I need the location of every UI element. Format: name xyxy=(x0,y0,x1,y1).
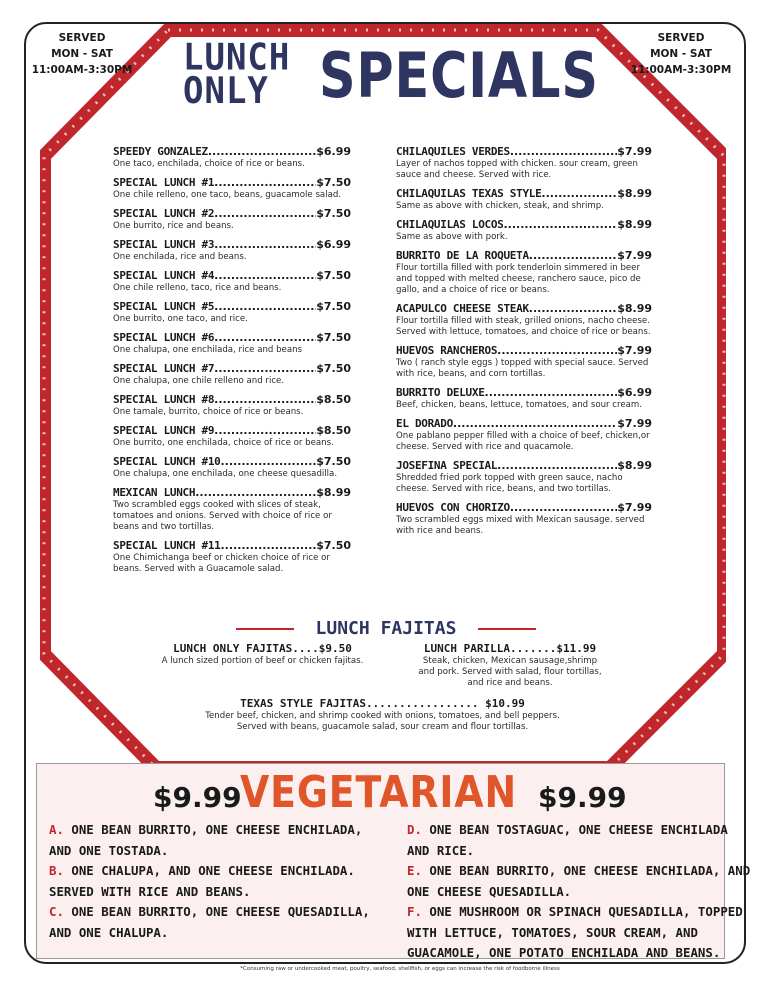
menu-item-header xyxy=(113,269,351,283)
menu-item-name: SPEEDY GONZALEZ xyxy=(113,145,208,158)
dot-leader xyxy=(220,455,316,469)
option-letter: E. xyxy=(407,863,422,878)
menu-item-name: SPECIAL LUNCH #3 xyxy=(113,238,215,251)
dot-leader xyxy=(214,393,316,407)
vegetarian-price-right: $9.99 xyxy=(538,781,627,814)
menu-item-price: $7.50 xyxy=(316,207,351,220)
menu-item xyxy=(396,249,652,296)
menu-item-name: HUEVOS RANCHEROS xyxy=(396,344,498,357)
menu-item-header xyxy=(113,424,351,438)
option-letter: F. xyxy=(407,904,422,919)
vegetarian-option-line xyxy=(407,943,719,964)
served-time: 11:00AM-3:30PM xyxy=(630,64,732,76)
menu-item-desc: One burrito, rice and beans. xyxy=(113,221,234,231)
menu-item xyxy=(396,344,652,380)
menu-item-header xyxy=(113,455,351,469)
texas-style-fajitas: TEXAS STYLE FAJITAS................. $10.99 Tender beef, chicken, and shrimp cooked with onions, tomatoes, and bell peppers. Served with beans, guacamole salad, sour cream and flour tortillas. xyxy=(170,697,595,733)
menu-item-header xyxy=(396,417,652,431)
menu-item-header xyxy=(396,187,652,201)
served-days: MON - SAT xyxy=(650,48,712,60)
menu-item xyxy=(113,300,351,325)
menu-item-desc: Beef, chicken, beans, lettuce, tomatoes, and sour cream. xyxy=(396,400,643,410)
option-letter: B. xyxy=(49,863,64,878)
served-hours-right xyxy=(621,30,741,78)
vegetarian-option-line xyxy=(49,861,389,882)
vegetarian-options-right xyxy=(407,820,751,964)
option-text: ONE BEAN BURRITO, ONE CHEESE QUESADILLA, xyxy=(63,904,370,919)
menu-item xyxy=(113,424,351,449)
menu-item-desc: Same as above with chicken, steak, and shrimp. xyxy=(396,201,604,211)
menu-item-name: ACAPULCO CHEESE STEAK xyxy=(396,302,529,315)
menu-item-name: SPECIAL LUNCH #7 xyxy=(113,362,215,375)
option-text: AND ONE TOSTADA. xyxy=(49,842,169,858)
dot-leader xyxy=(214,207,316,221)
menu-item-desc: Two scrambled eggs mixed with Mexican sausage. served with rice and beans. xyxy=(396,515,645,536)
served-time: 11:00AM-3:30PM xyxy=(31,64,133,76)
vegetarian-option-line xyxy=(49,902,389,923)
option-text: ONE CHEESE QUESADILLA. xyxy=(407,883,572,899)
menu-item-price: $8.50 xyxy=(316,424,351,437)
right-menu-column xyxy=(396,145,652,543)
menu-item-header xyxy=(396,501,652,515)
menu-item xyxy=(396,145,652,181)
dot-leader xyxy=(510,501,617,515)
menu-item-price: $8.99 xyxy=(316,486,351,499)
menu-item-name: SPECIAL LUNCH #2 xyxy=(113,207,215,220)
vegetarian-option-line xyxy=(407,882,719,903)
menu-item-name: JOSEFINA SPECIAL xyxy=(396,459,498,472)
menu-item-price: $7.50 xyxy=(316,176,351,189)
menu-item-desc: One burrito, one enchilada, choice of rice or beans. xyxy=(113,438,334,448)
option-text: ONE MUSHROOM OR SPINACH QUESADILLA, TOPPED xyxy=(421,904,743,919)
menu-item-price: $8.99 xyxy=(617,218,652,231)
menu-item-header xyxy=(113,176,351,190)
menu-item xyxy=(113,486,351,533)
menu-item-price: $7.50 xyxy=(316,269,351,282)
menu-item xyxy=(113,238,351,263)
dot-leader xyxy=(214,176,316,190)
option-text: AND RICE. xyxy=(407,842,475,858)
menu-item-name: HUEVOS CON CHORIZO xyxy=(396,501,510,514)
dot-leader xyxy=(214,331,316,345)
menu-item xyxy=(113,393,351,418)
menu-item-desc: Flour tortilla filled with pork tenderloin simmered in beer and topped with melted cheese, ranchero sauce, pico de gallo, and a choice of rice or beans. xyxy=(396,263,641,295)
menu-item-header xyxy=(113,300,351,314)
menu-item-name: SPECIAL LUNCH #8 xyxy=(113,393,215,406)
menu-item-desc: Two ( ranch style eggs ) topped with special sauce. Served with rice, beans, and corn tortillas. xyxy=(396,358,649,379)
menu-item xyxy=(396,386,652,411)
menu-item xyxy=(113,176,351,201)
option-letter: D. xyxy=(407,822,422,837)
option-text: ONE BEAN BURRITO, ONE CHEESE ENCHILADA, xyxy=(63,822,363,837)
lunch-only-fajitas xyxy=(140,642,385,667)
menu-item-header xyxy=(113,486,351,500)
menu-item xyxy=(113,207,351,232)
menu-item-price: $6.99 xyxy=(316,145,351,158)
option-text: ONE CHALUPA, AND ONE CHEESE ENCHILADA. xyxy=(63,863,355,878)
option-text: ONE BEAN TOSTAGUAC, ONE CHEESE ENCHILADA xyxy=(421,822,728,837)
option-text: ONE BEAN BURRITO, ONE CHEESE ENCHILADA, AND xyxy=(421,863,751,878)
menu-item xyxy=(113,362,351,387)
menu-item-price: $6.99 xyxy=(316,238,351,251)
menu-item-name: BURRITO DELUXE xyxy=(396,386,485,399)
menu-item-name: LUNCH PARILLA.......$11.99 xyxy=(423,642,597,655)
menu-item-desc: One pablano pepper filled with a choice of beef, chicken,or cheese. Served with rice and quacamole. xyxy=(396,431,650,452)
menu-item-header xyxy=(396,344,652,358)
menu-item xyxy=(396,459,652,495)
dot-leader xyxy=(195,486,316,500)
menu-item xyxy=(396,218,652,243)
dot-leader xyxy=(485,386,618,400)
vegetarian-option-line xyxy=(407,923,719,944)
menu-item-price: $7.50 xyxy=(316,300,351,313)
dot-leader xyxy=(220,539,316,553)
menu-item-desc: Layer of nachos topped with chicken. sour cream, green sauce and cheese. Served with rice. xyxy=(396,159,638,180)
menu-item-desc: A lunch sized portion of beef or chicken fajitas. xyxy=(161,656,364,666)
menu-item-desc: Same as above with pork. xyxy=(396,232,508,242)
dot-leader xyxy=(503,218,617,232)
dot-leader xyxy=(529,302,617,316)
option-text: WITH LETTUCE, TOMATOES, SOUR CREAM, AND xyxy=(407,924,698,940)
menu-item-name: SPECIAL LUNCH #4 xyxy=(113,269,215,282)
menu-item-price: $7.99 xyxy=(617,417,652,430)
menu-item-header xyxy=(396,218,652,232)
left-menu-column xyxy=(113,145,351,581)
dot-leader xyxy=(214,362,316,376)
menu-item xyxy=(113,455,351,480)
vegetarian-options-left xyxy=(49,820,389,943)
menu-item-desc: One chalupa, one enchilada, rice and beans xyxy=(113,345,303,355)
menu-item-price: $8.99 xyxy=(617,302,652,315)
option-text: SERVED WITH RICE AND BEANS. xyxy=(49,883,251,899)
menu-item-price: $8.50 xyxy=(316,393,351,406)
menu-item xyxy=(396,302,652,338)
page-title xyxy=(183,36,599,116)
dot-leader xyxy=(541,187,617,201)
menu-item-name: TEXAS STYLE FAJITAS................. $10.99 xyxy=(240,697,525,710)
served-label: SERVED xyxy=(657,32,705,44)
vegetarian-option-line xyxy=(407,841,719,862)
menu-item-name: SPECIAL LUNCH #11 xyxy=(113,539,221,552)
menu-item-price: $8.99 xyxy=(617,187,652,200)
vegetarian-option-line xyxy=(49,882,389,903)
vegetarian-option-line xyxy=(407,861,751,882)
title-lunch-only: LUNCH ONLY xyxy=(183,36,291,113)
dot-leader xyxy=(497,459,617,473)
menu-item-header xyxy=(396,302,652,316)
dot-leader xyxy=(510,145,617,159)
food-safety-footnote: *Consuming raw or undercooked meat, poultry, seafood, shellfish, or eggs can increase the risk of foodborne illness xyxy=(240,966,560,972)
menu-item-desc: One enchilada, rice and beans. xyxy=(113,252,247,262)
lunch-parilla: LUNCH PARILLA.......$11.99 Steak, chicken, Mexican sausage,shrimp and pork. Served with salad, flour tortillas, and rice and beans. xyxy=(390,642,630,689)
menu-item-header xyxy=(396,459,652,473)
title-specials: SPECIALS xyxy=(319,39,599,112)
dot-leader xyxy=(214,300,316,314)
menu-item-desc: One chalupa, one enchilada, one cheese quesadilla. xyxy=(113,469,338,479)
menu-item-header xyxy=(113,238,351,252)
menu-item-price: $7.50 xyxy=(316,539,351,552)
vegetarian-option-line xyxy=(407,820,728,841)
heading-rule-right xyxy=(478,628,536,630)
menu-item-name: CHILAQUILAS LOCOS xyxy=(396,218,504,231)
menu-item xyxy=(396,187,652,212)
menu-item-header xyxy=(113,331,351,345)
menu-item xyxy=(113,145,351,170)
dot-leader xyxy=(214,238,316,252)
menu-item-price: $7.99 xyxy=(617,145,652,158)
dot-leader xyxy=(214,269,316,283)
menu-item xyxy=(396,417,652,453)
menu-item-header xyxy=(396,249,652,263)
menu-item-name: BURRITO DE LA ROQUETA xyxy=(396,249,529,262)
menu-item-desc: One Chimichanga beef or chicken choice of rice or beans. Served with a Guacamole salad. xyxy=(113,553,330,574)
vegetarian-option-line xyxy=(49,923,389,944)
menu-item xyxy=(113,539,351,575)
menu-item xyxy=(113,269,351,294)
menu-item-name: SPECIAL LUNCH #9 xyxy=(113,424,215,437)
menu-item-desc: Shredded fried pork topped with green sauce, nacho cheese. Served with rice, beans, and two tortillas. xyxy=(396,473,623,494)
menu-item-price: $7.99 xyxy=(617,249,652,262)
vegetarian-title: VEGETARIAN xyxy=(240,767,517,818)
menu-item-header xyxy=(113,539,351,553)
menu-item-price: $7.99 xyxy=(617,344,652,357)
option-letter: A. xyxy=(49,822,64,837)
menu-item-name: SPECIAL LUNCH #6 xyxy=(113,331,215,344)
menu-item-desc: One chile relleno, one taco, beans, guacamole salad. xyxy=(113,190,342,200)
menu-item-desc: One taco, enchilada, choice of rice or beans. xyxy=(113,159,305,169)
menu-item-header xyxy=(396,145,652,159)
menu-item-name: MEXICAN LUNCH xyxy=(113,486,196,499)
menu-item xyxy=(113,331,351,356)
served-days: MON - SAT xyxy=(51,48,113,60)
served-hours-left xyxy=(22,30,142,78)
menu-item-header xyxy=(113,207,351,221)
menu-item-name: EL DORADO xyxy=(396,417,453,430)
menu-item-price: $7.99 xyxy=(617,501,652,514)
menu-item-name: SPECIAL LUNCH #1 xyxy=(113,176,215,189)
menu-item-name: LUNCH ONLY FAJITAS....$9.50 xyxy=(173,642,352,655)
menu-item-price: $7.50 xyxy=(316,331,351,344)
vegetarian-option-line xyxy=(407,902,743,923)
heading-rule-left xyxy=(236,628,294,630)
menu-item-desc: One chalupa, one chile relleno and rice. xyxy=(113,376,285,386)
menu-item-name: SPECIAL LUNCH #5 xyxy=(113,300,215,313)
menu-item-desc: One tamale, burrito, choice of rice or beans. xyxy=(113,407,304,417)
menu-item-header xyxy=(113,393,351,407)
dot-leader xyxy=(453,417,617,431)
menu-item-header xyxy=(396,386,652,400)
vegetarian-option-line xyxy=(49,841,389,862)
menu-item-price: $7.50 xyxy=(316,362,351,375)
vegetarian-section xyxy=(36,763,751,960)
dot-leader xyxy=(529,249,617,263)
vegetarian-price-left: $9.99 xyxy=(153,781,242,814)
option-letter: C. xyxy=(49,904,64,919)
option-text: AND ONE CHALUPA. xyxy=(49,924,169,940)
fajitas-heading: LUNCH FAJITAS xyxy=(236,617,536,641)
option-text: GUACAMOLE, ONE POTATO ENCHILADA AND BEANS. xyxy=(407,945,721,960)
menu-item-desc: One chile relleno, taco, rice and beans. xyxy=(113,283,282,293)
menu-item-desc: Flour tortilla filled with steak, grilled onions, nacho cheese. Served with lettuce, tomatoes, and choice of rice or beans. xyxy=(396,316,651,337)
menu-item-desc: Two scrambled eggs cooked with slices of steak, tomatoes and onions. Served with choice of rice or beans and two tortillas. xyxy=(113,500,332,532)
menu-item-price: $8.99 xyxy=(617,459,652,472)
menu-item-desc: One burrito, one taco, and rice. xyxy=(113,314,248,324)
dot-leader xyxy=(497,344,617,358)
menu-item-price: $6.99 xyxy=(617,386,652,399)
menu-item-name: CHILAQUILES VERDES xyxy=(396,145,510,158)
menu-item xyxy=(396,501,652,537)
menu-item-header xyxy=(113,362,351,376)
vegetarian-option-line xyxy=(49,820,389,841)
menu-item-header xyxy=(113,145,351,159)
dot-leader xyxy=(214,424,316,438)
served-label: SERVED xyxy=(58,32,106,44)
menu-item-name: SPECIAL LUNCH #10 xyxy=(113,455,221,468)
dot-leader xyxy=(208,145,316,159)
menu-item-name: CHILAQUILAS TEXAS STYLE xyxy=(396,187,542,200)
menu-item-price: $7.50 xyxy=(316,455,351,468)
